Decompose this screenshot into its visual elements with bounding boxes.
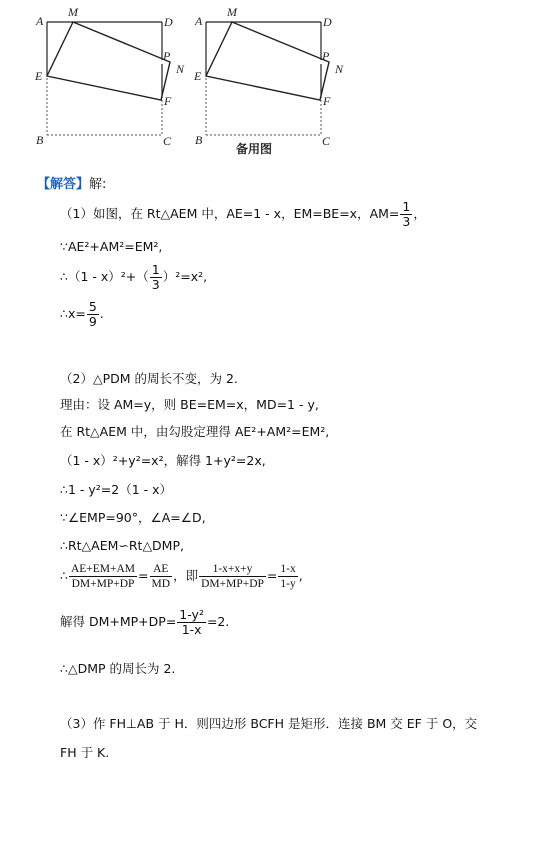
label-D: D: [323, 15, 332, 29]
p2-line4: （1 - x）²+y²=x²，解得 1+y²=2x,: [60, 453, 266, 468]
p1-line3: ∴（1 - x）²+（ $\frac{1}{3}$ ）²=x²,: [60, 262, 208, 292]
label-F: F: [323, 94, 331, 108]
p3-line2: FH 于 K.: [60, 745, 110, 760]
label-F: F: [164, 94, 172, 108]
label-P: P: [163, 49, 171, 63]
label-N: N: [335, 62, 344, 76]
p1-line1: （1）如图，在 Rt△AEM 中，AE=1 - x，EM=BE=x，AM= $\frac{1}{3}$ ，: [60, 199, 426, 229]
fraction-one-third: $\frac{1}{3}$: [151, 262, 160, 292]
label-C: C: [163, 134, 172, 148]
label-M: M: [227, 5, 237, 19]
p2-line7: ∴Rt△AEM∽Rt△DMP,: [60, 538, 184, 553]
label-A: A: [36, 14, 44, 28]
figure-left: [30, 0, 195, 150]
p3-line1: （3）作 FH⊥AB 于 H．则四边形 BCFH 是矩形．连接 BM 交 EF 于 O，交: [60, 716, 478, 731]
label-M: M: [68, 5, 78, 19]
label-P: P: [322, 49, 330, 63]
fraction-ratio: $\frac{1-x}{1-y}$: [280, 563, 296, 590]
label-N: N: [176, 62, 185, 76]
answer-intro: 解:: [89, 177, 107, 192]
p2-line1: （2）△PDM 的周长不变，为 2.: [60, 371, 238, 386]
label-E: E: [194, 69, 202, 83]
fraction-ae-md: $\frac{AE}{MD}$: [151, 563, 171, 590]
p1-line2: ∵AE²+AM²=EM²,: [60, 239, 163, 254]
p2-line5: ∴1 - y²=2（1 - x）: [60, 482, 173, 497]
label-C: C: [322, 134, 331, 148]
fraction-five-ninths: $\frac{5}{9}$: [88, 299, 97, 329]
label-E: E: [35, 69, 43, 83]
label-D: D: [164, 15, 173, 29]
label-B: B: [195, 133, 203, 147]
fraction-substituted: $\frac{1-x+x+y}{DM+MP+DP}$: [201, 563, 264, 590]
fraction-result: $\frac{\text{1-y²}}{1-x}$: [179, 607, 204, 637]
figure-right: [189, 0, 354, 150]
p2-line3: 在 Rt△AEM 中，由勾股定理得 AE²+AM²=EM²,: [60, 424, 330, 439]
figure-caption: 备用图: [236, 142, 273, 156]
p2-line2: 理由：设 AM=y，则 BE=EM=x，MD=1 - y,: [60, 397, 319, 412]
p2-line8: ∴ $\frac{AE+EM+AM}{DM+MP+DP}$ = $\frac{AE}{MD}$ ，即 $\frac{1-x+x+y}{DM+MP+DP}$ = $\frac{1-x}{1-y}$ ,: [60, 563, 303, 590]
solution-header: [37, 173, 106, 192]
label-B: B: [36, 133, 44, 147]
p2-line9: 解得 DM+MP+DP= $\frac{\text{1-y²}}{1-x}$ =2.: [60, 607, 230, 637]
p1-line4: ∴x= $\frac{5}{9}$ .: [60, 299, 104, 329]
label-A: A: [195, 14, 203, 28]
p2-line6: ∵∠EMP=90°，∠A=∠D,: [60, 510, 206, 525]
fraction-perimeter-ratio: $\frac{AE+EM+AM}{DM+MP+DP}$: [70, 563, 136, 590]
answer-tag: 【解答】: [37, 177, 90, 192]
p2-line10: ∴△DMP 的周长为 2.: [60, 661, 176, 676]
fraction-one-third: $\frac{1}{3}$: [402, 199, 411, 229]
